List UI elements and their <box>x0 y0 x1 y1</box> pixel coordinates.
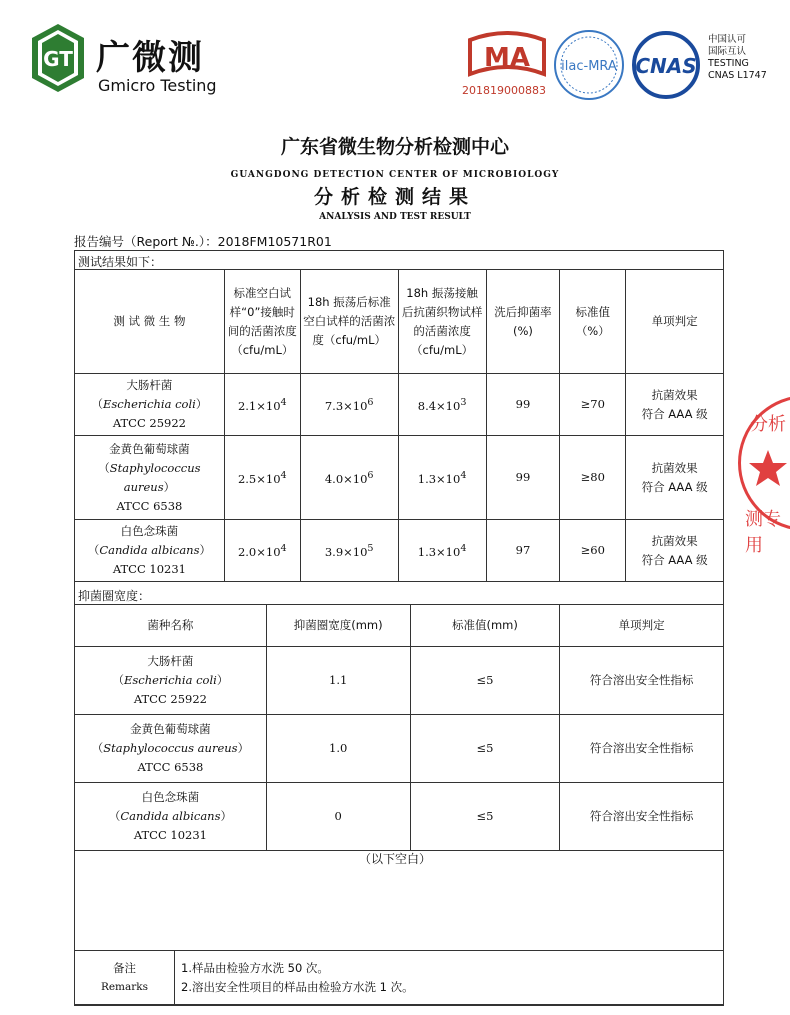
standard-cell: ≤5 <box>410 783 560 851</box>
microbe-atcc: ATCC 10231 <box>112 562 186 576</box>
value-cell: $2.5\times 10^4$ <box>224 436 300 520</box>
section2-label: 抑菌圈宽度： <box>78 589 151 603</box>
standard-cell: ≥80 <box>560 436 626 520</box>
report-number-value: 2018FM10571R01 <box>217 234 332 249</box>
ilac-mra-logo-icon <box>552 28 626 102</box>
cnas-line-2: 国际互认 <box>708 46 747 57</box>
cma-text: MA <box>484 43 530 73</box>
value-cell: $1.3\times 10^4$ <box>398 520 486 582</box>
microbe-atcc: ATCC 25922 <box>112 416 186 430</box>
report-number: 报告编号（Report №.）：2018FM10571R01 <box>74 234 332 249</box>
blank-below-note: （以下空白） <box>358 852 431 866</box>
document-subtitle-en: ANALYSIS AND TEST RESULT <box>319 212 471 222</box>
microbe-cell: 大肠杆菌 （Escherichia coli） ATCC 25922 <box>75 647 267 715</box>
microbe-name-latin-2: aureus <box>123 479 164 494</box>
standard-cell: ≤5 <box>410 647 560 715</box>
section1-label: 测试结果如下： <box>78 255 163 269</box>
microbe-cell: 白色念珠菌 （Candida albicans） ATCC 10231 <box>75 783 267 851</box>
judgement-cell: 抗菌效果 符合 AAA 级 <box>626 436 724 520</box>
microbe-name-cn: 金黄色葡萄球菌 <box>109 441 190 456</box>
col-header-microbe: 测 试 微 生 物 <box>75 270 225 374</box>
microbe-name-cn: 大肠杆菌 <box>126 378 173 392</box>
brand-name-en: Gmicro Testing <box>98 76 217 95</box>
value-cell: $2.1\times 10^4$ <box>224 374 300 436</box>
standard-cell: ≥70 <box>560 374 626 436</box>
col-header-standard: 标准值(mm) <box>410 605 560 647</box>
value-cell: $7.3\times 10^6$ <box>300 374 398 436</box>
microbe-cell: 大肠杆菌 （Escherichia coli） ATCC 25922 <box>75 374 225 436</box>
remark-line-2: 2.溶出安全性项目的样品由检验方水洗 1 次。 <box>181 980 414 994</box>
col-header-rate: 洗后抑菌率(%) <box>486 270 560 374</box>
remarks-content <box>175 951 724 1006</box>
judgement-cell: 抗菌效果 符合 AAA 级 <box>626 520 724 582</box>
cma-number: 201819000883 <box>462 84 546 97</box>
rate-cell: 99 <box>486 374 560 436</box>
zone-width-cell: 0 <box>266 783 410 851</box>
remarks-label: 备注 Remarks <box>75 951 175 1006</box>
microbe-atcc: ATCC 6538 <box>116 498 183 513</box>
standard-cell: ≤5 <box>410 715 560 783</box>
stamp-text-top: 分析 <box>750 414 786 435</box>
report-number-label: 报告编号（Report №.） <box>74 234 206 249</box>
col-header-blank-0h: 标准空白试样“0”接触时间的活菌浓度（cfu/mL） <box>224 270 300 374</box>
table-row <box>75 520 724 582</box>
judgement-cell: 符合溶出安全性指标 <box>560 783 724 851</box>
rate-cell: 99 <box>486 436 560 520</box>
microbe-cell: 白色念珠菌 （Candida albicans） ATCC 10231 <box>75 520 225 582</box>
zone-width-cell: 1.0 <box>266 715 410 783</box>
remarks-table <box>74 950 724 1006</box>
microbe-name-latin: Escherichia coli <box>102 397 196 411</box>
col-header-judgement: 单项判定 <box>626 270 724 374</box>
col-header-judgement: 单项判定 <box>560 605 724 647</box>
table-row <box>75 715 724 783</box>
table-row <box>75 647 724 715</box>
value-cell: $4.0\times 10^6$ <box>300 436 398 520</box>
antibacterial-results-table <box>74 269 724 582</box>
remark-line-1: 1.样品由检验方水洗 50 次。 <box>181 961 329 975</box>
table-header-row <box>75 605 724 647</box>
value-cell: $2.0\times 10^4$ <box>224 520 300 582</box>
gmicro-logo-icon <box>30 22 86 94</box>
microbe-name-latin: Candida albicans <box>99 543 200 557</box>
inhibition-zone-table <box>74 604 724 851</box>
brand-name-cn: 广微测 <box>96 38 204 78</box>
table-row <box>75 374 724 436</box>
cnas-line-4: CNAS L1747 <box>708 70 767 81</box>
col-header-blank-18h: 18h 振荡后标准空白试样的活菌浓度（cfu/mL） <box>300 270 398 374</box>
cnas-caption <box>708 34 767 82</box>
table-row <box>75 436 724 520</box>
cnas-text: CNAS <box>635 54 697 78</box>
logo-text: GT <box>43 47 73 71</box>
rate-cell: 97 <box>486 520 560 582</box>
microbe-cell: 金黄色葡萄球菌 （Staphylococcus aureus） ATCC 6538 <box>75 436 225 520</box>
value-cell: $3.9\times 10^5$ <box>300 520 398 582</box>
zone-width-cell: 1.1 <box>266 647 410 715</box>
judgement-cell: 符合溶出安全性指标 <box>560 647 724 715</box>
cnas-line-3: TESTING <box>708 58 749 69</box>
standard-cell: ≥60 <box>560 520 626 582</box>
remarks-row <box>75 951 724 1006</box>
stamp-text-bottom: 测专用 <box>745 509 781 556</box>
col-header-strain: 菌种名称 <box>75 605 267 647</box>
value-cell: $8.4\times 10^3$ <box>398 374 486 436</box>
cnas-line-1: 中国认可 <box>708 34 747 45</box>
table-header-row <box>75 270 724 374</box>
microbe-name-cn: 白色念珠菌 <box>120 524 179 538</box>
col-header-standard: 标准值（%） <box>560 270 626 374</box>
judgement-cell: 抗菌效果 符合 AAA 级 <box>626 374 724 436</box>
value-cell: $1.3\times 10^4$ <box>398 436 486 520</box>
table-row <box>75 783 724 851</box>
report-header <box>0 0 790 118</box>
col-header-fabric-18h: 18h 振荡接触后抗菌织物试样的活菌浓度（cfu/mL） <box>398 270 486 374</box>
col-header-zone-width: 抑菌圈宽度(mm) <box>266 605 410 647</box>
microbe-name-latin: Staphylococcus <box>109 460 201 475</box>
cnas-logo-icon <box>628 30 704 100</box>
document-title-cn: 广东省微生物分析检测中心 <box>280 136 509 158</box>
document-subtitle-cn: 分析检测结果 <box>313 186 476 208</box>
cma-logo-icon <box>462 30 552 82</box>
document-title-en: GUANGDONG DETECTION CENTER OF MICROBIOLOGY <box>230 170 560 180</box>
judgement-cell: 符合溶出安全性指标 <box>560 715 724 783</box>
ilac-text: ilac-MRA <box>561 59 617 74</box>
stamp-star-icon <box>748 448 788 488</box>
microbe-cell: 金黄色葡萄球菌 （Staphylococcus aureus） ATCC 6538 <box>75 715 267 783</box>
